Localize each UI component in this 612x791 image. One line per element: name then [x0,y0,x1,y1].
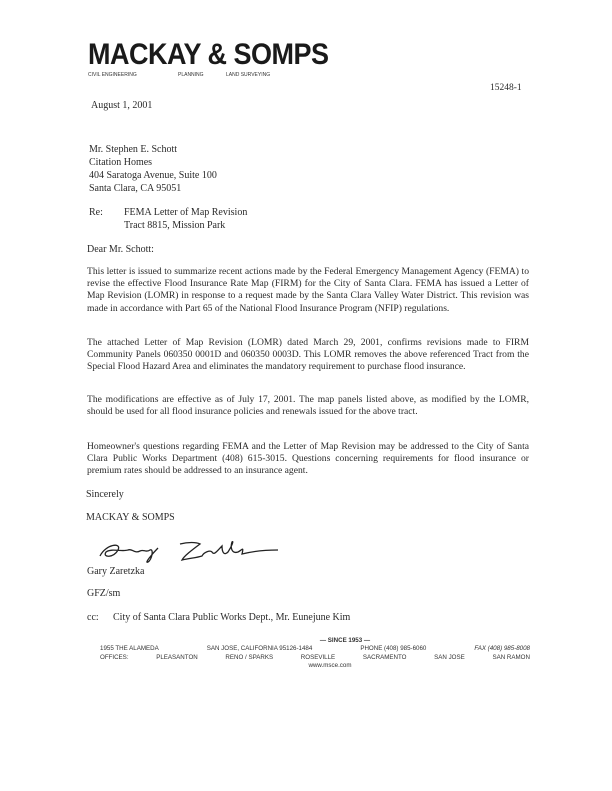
footer-office: PLEASANTON [156,654,198,661]
footer-office: SAN JOSE [434,654,465,661]
letterhead-footer [100,637,530,669]
signature-drawing [92,536,282,564]
cc-recipients: City of Santa Clara Public Works Dept., Mr. Eunejune Kim [113,612,351,623]
typist-initials: GFZ/sm [87,588,121,599]
footer-office: ROSEVILLE [300,654,336,661]
letterhead-logo [88,37,329,78]
body-paragraph-1: This letter is issued to summarize recent actions made by the Federal Emergency Management Agency (FEMA) to revise the effective Flood Insurance Rate Map (FIRM) for the City of Santa Clara. FEMA has issued a Letter of Map Revision (LOMR) in response to a request made by the Santa Clara Valley Water District. This revision was made in accordance with Part 65 of the National Flood Insurance Program (NFIP) regulations. [87,266,529,314]
footer-since: — SINCE 1953 — [319,637,371,644]
footer-office: SAN RAMON [492,654,530,661]
recipient-company: Citation Homes [89,157,153,168]
footer-street-address: 1955 THE ALAMEDA [100,645,159,652]
subject-label: Re: [89,207,103,218]
footer-website[interactable]: www.msce.com [308,662,352,669]
footer-phone: PHONE (408) 985-6060 [360,645,427,652]
service-land-surveying: LAND SURVEYING [226,72,271,78]
closing: Sincerely [86,489,124,500]
body-paragraph-4: Homeowner's questions regarding FEMA and the Letter of Map Revision may be addressed to the City of Santa Clara Public Works Department (408) 615-3015. Questions concerning requirements for flood insurance or premium rates should be addressed to an insurance agent. [87,441,529,477]
service-civil-engineering: CIVIL ENGINEERING [88,72,137,78]
letter-date: August 1, 2001 [91,100,153,111]
footer-contact-row [100,644,530,653]
recipient-address-line2: Santa Clara, CA 95051 [89,183,182,194]
footer-offices-row [100,653,530,662]
signer-name: Gary Zaretzka [87,566,145,577]
footer-city: SAN JOSE, CALIFORNIA 95126-1484 [206,645,313,652]
reference-number: 15248-1 [490,83,522,93]
footer-office: RENO / SPARKS [225,654,274,661]
closing-company: MACKAY & SOMPS [86,512,175,523]
company-services [88,72,318,78]
footer-fax: FAX (408) 985-8008 [474,645,530,652]
subject-line2: Tract 8815, Mission Park [124,220,226,231]
service-planning: PLANNING [178,72,204,78]
cc-label: cc: [87,612,99,623]
body-paragraph-2: The attached Letter of Map Revision (LOMR) dated March 29, 2001, confirms revisions made to FIRM Community Panels 060350 0001D and 060350 0003D. This LOMR removes the above referenced Tract from the Special Flood Hazard Area and eliminates the mandatory requirement to purchase flood insurance. [87,337,529,373]
salutation: Dear Mr. Schott: [87,244,154,255]
footer-office: SACRAMENTO [362,654,407,661]
body-paragraph-3: The modifications are effective as of July 17, 2001. The map panels listed above, as modified by the LOMR, should be used for all flood insurance policies and renewals issued for the above tract. [87,394,529,418]
company-name: MACKAY & SOMPS [88,37,329,71]
subject-line1: FEMA Letter of Map Revision [124,207,248,218]
recipient-address-line1: 404 Saratoga Avenue, Suite 100 [89,170,217,181]
footer-offices-label: OFFICES: [100,654,129,661]
recipient-name: Mr. Stephen E. Schott [89,144,178,155]
